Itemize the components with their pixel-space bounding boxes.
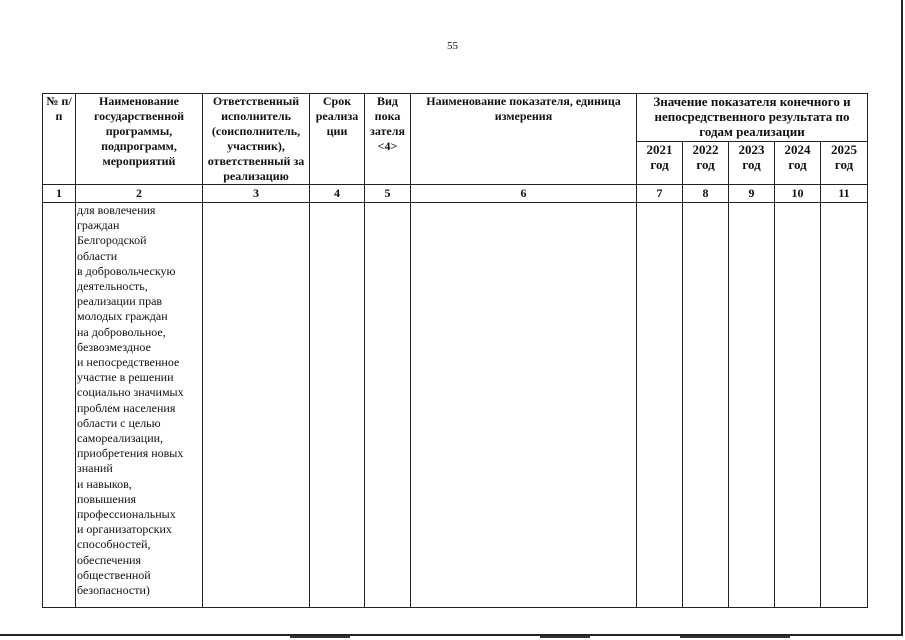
column-number: 5 bbox=[365, 185, 411, 203]
header-indicator-type: Вид пока зателя <4> bbox=[365, 94, 411, 185]
program-description-line: общественной bbox=[77, 567, 151, 582]
program-description-line: деятельность, bbox=[77, 279, 148, 294]
program-description-line: участие в решении bbox=[77, 370, 174, 385]
column-number: 1 bbox=[43, 185, 76, 203]
table-row bbox=[43, 203, 868, 608]
row-indicator-name-cell bbox=[411, 203, 637, 608]
program-description-line: самореализации, bbox=[77, 431, 164, 446]
indicators-table bbox=[42, 93, 868, 608]
column-number: 3 bbox=[203, 185, 310, 203]
row-number-cell bbox=[43, 203, 76, 608]
row-value-2023-cell bbox=[729, 203, 775, 608]
program-description-line: граждан bbox=[77, 218, 120, 233]
program-description-line: способностей, bbox=[77, 537, 151, 552]
page-number: 55 bbox=[447, 40, 458, 52]
header-number: № п/п bbox=[43, 94, 76, 185]
program-description-line: Белгородской bbox=[77, 233, 147, 248]
program-description-line: социально значимых bbox=[77, 385, 184, 400]
column-number: 7 bbox=[637, 185, 683, 203]
program-description-line: на добровольное, bbox=[77, 324, 166, 339]
program-description-line: приобретения новых bbox=[77, 446, 184, 461]
column-number: 2 bbox=[76, 185, 203, 203]
row-value-2022-cell bbox=[683, 203, 729, 608]
header-year-2025: 2025 год bbox=[821, 142, 868, 185]
header-year-2023: 2023 год bbox=[729, 142, 775, 185]
column-number: 4 bbox=[310, 185, 365, 203]
program-description-line: проблем населения bbox=[77, 400, 176, 415]
program-description-line: обеспечения bbox=[77, 552, 142, 567]
program-description-line: профессиональных bbox=[77, 507, 176, 522]
header-responsible: Ответственный исполнитель (соисполнитель, участник), ответственный за реализацию bbox=[203, 94, 310, 185]
program-description-line: и навыков, bbox=[77, 476, 132, 491]
program-description-line: области с целью bbox=[77, 415, 161, 430]
header-year-2024: 2024 год bbox=[775, 142, 821, 185]
program-description-line: безвозмездное bbox=[77, 339, 151, 354]
column-number: 6 bbox=[411, 185, 637, 203]
scan-artifact-line bbox=[680, 636, 790, 638]
row-program-cell bbox=[76, 203, 203, 608]
program-description-line: повышения bbox=[77, 491, 137, 506]
header-year-2021: 2021 год bbox=[637, 142, 683, 185]
row-value-2021-cell bbox=[637, 203, 683, 608]
program-description-line: и непосредственное bbox=[77, 355, 180, 370]
row-value-2025-cell bbox=[821, 203, 868, 608]
scan-artifact-line bbox=[290, 636, 350, 638]
program-description-line: в добровольческую bbox=[77, 263, 176, 278]
scan-artifact-line bbox=[540, 636, 590, 638]
header-program-name: Наименование государственной программы, подпрограмм, мероприятий bbox=[76, 94, 203, 185]
row-indicator-type-cell bbox=[365, 203, 411, 608]
program-description-line: и организаторских bbox=[77, 522, 172, 537]
row-value-2024-cell bbox=[775, 203, 821, 608]
row-responsible-cell bbox=[203, 203, 310, 608]
column-number: 9 bbox=[729, 185, 775, 203]
column-number: 8 bbox=[683, 185, 729, 203]
program-description-line: области bbox=[77, 248, 118, 263]
program-description-line: молодых граждан bbox=[77, 309, 168, 324]
header-value-group: Значение показателя конечного и непосредственного результата по годам реализации bbox=[637, 94, 868, 142]
column-number-row bbox=[43, 185, 868, 203]
header-indicator-name: Наименование показателя, единица измерения bbox=[411, 94, 637, 185]
program-description-line: для вовлечения bbox=[77, 203, 156, 217]
header-year-2022: 2022 год bbox=[683, 142, 729, 185]
program-description-line: знаний bbox=[77, 461, 113, 476]
program-description-line: безопасности) bbox=[77, 583, 150, 598]
program-description bbox=[77, 203, 201, 598]
row-term-cell bbox=[310, 203, 365, 608]
program-description-line: реализации прав bbox=[77, 294, 163, 309]
column-number: 10 bbox=[775, 185, 821, 203]
header-term: Срок реализа ции bbox=[310, 94, 365, 185]
column-number: 11 bbox=[821, 185, 868, 203]
